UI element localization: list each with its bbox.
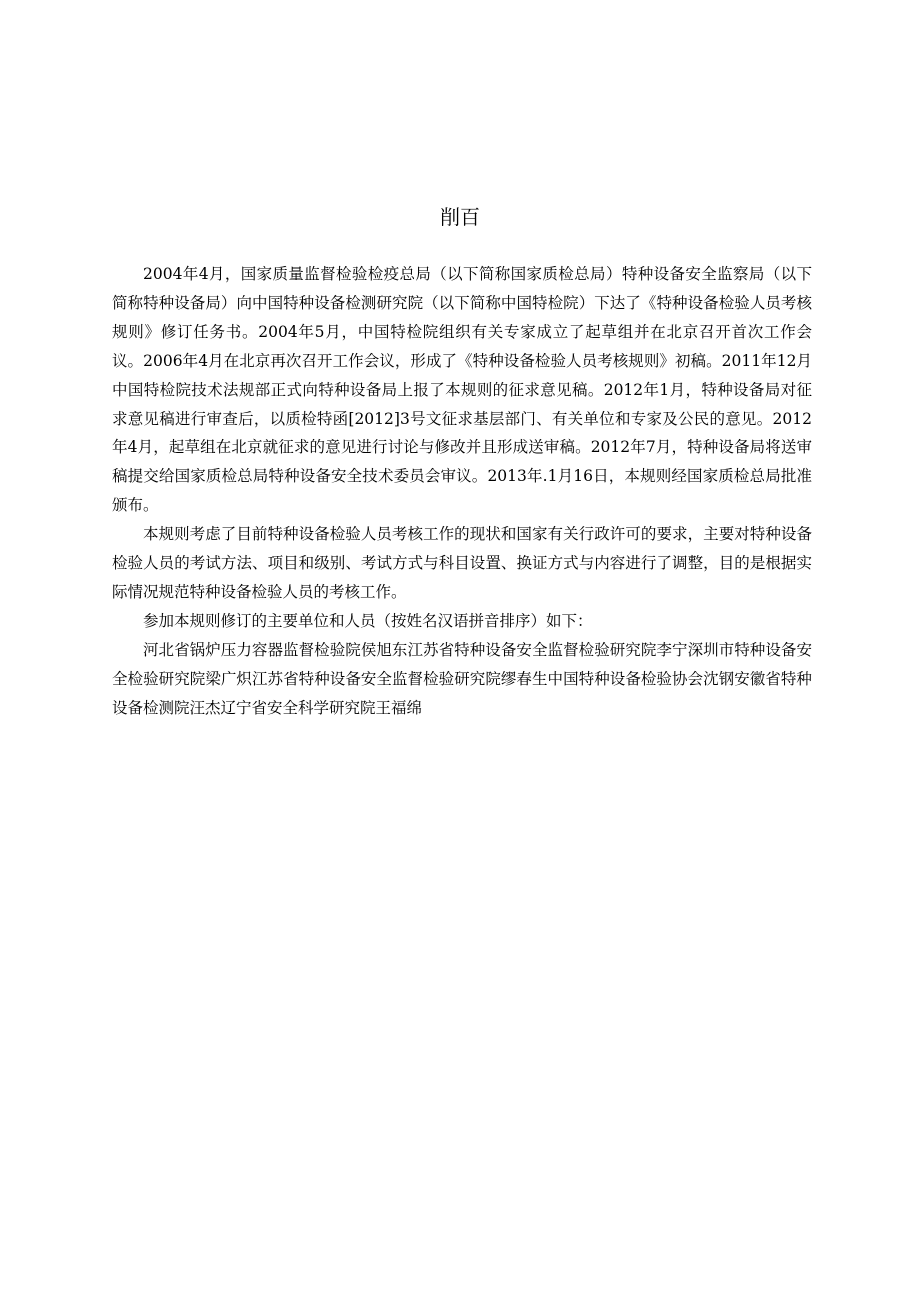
participant-unit: 深圳市特种设备安全检验研究院 [112,640,812,688]
participant-person: 汪杰 [189,698,221,717]
participant-unit: 江苏省特种设备安全监督检验研究院 [407,640,657,659]
participant-unit: 安徽省特种设备检测院 [112,669,812,717]
participant-person: 侯旭东 [360,640,408,659]
participants-list [112,636,812,723]
participant-unit: 辽宁省安全科学研究院 [220,698,376,717]
participant-person: 缪春生 [500,669,548,688]
page-title: 削百 [440,205,480,229]
participant-unit: 河北省锅炉压力容器监督检验院 [143,640,361,659]
document-body [112,260,812,723]
paragraph-participants-intro: 参加本规则修订的主要单位和人员（按姓名汉语拼音排序）如下： [143,611,593,630]
participant-unit: 中国特种设备检验协会 [547,669,704,688]
paragraph-revision-history: 2004年4月，国家质量监督检验检疫总局（以下简称国家质检总局）特种设备安全监察局（以下简称特种设备局）向中国特种设备检测研究院（以下简称中国特检院）下达了《特种设备检验人员考核规则》修订任务书。2004年5月，中国特检院组织有关专家成立了起草组并在北京召开首次工作会议。2006年4月在北京再次召开工作会议，形成了《特种设备检验人员考核规则》初稿。2011年12月中国特检院技术法规部正式向特种设备局上报了本规则的征求意见稿。2012年1月，特种设备局对征求意见稿进行审查后，以质检特函[2012]3号文征求基层部门、有关单位和专家及公民的意见。2012年4月，起草组在北京就征求的意见进行讨论与修改并且形成送审稿。2012年7月，特种设备局将送审稿提交给国家质检总局特种设备安全技术委员会审议。2013年.1月16日，本规则经国家质检总局批准颁布。 [112,265,812,515]
participant-unit: 江苏省特种设备安全监督检验研究院 [252,669,501,688]
participant-person: 沈钢 [703,669,735,688]
paragraph-scope: 本规则考虑了目前特种设备检验人员考核工作的现状和国家有关行政许可的要求，主要对特种设备检验人员的考试方法、项目和级别、考试方式与科目设置、换证方式与内容进行了调整，目的是根据实际情况规范特种设备检验人员的考核工作。 [112,525,812,601]
participant-person: 梁广炽 [205,669,252,688]
participant-person: 王福绵 [375,698,423,717]
participant-person: 李宁 [656,640,688,659]
